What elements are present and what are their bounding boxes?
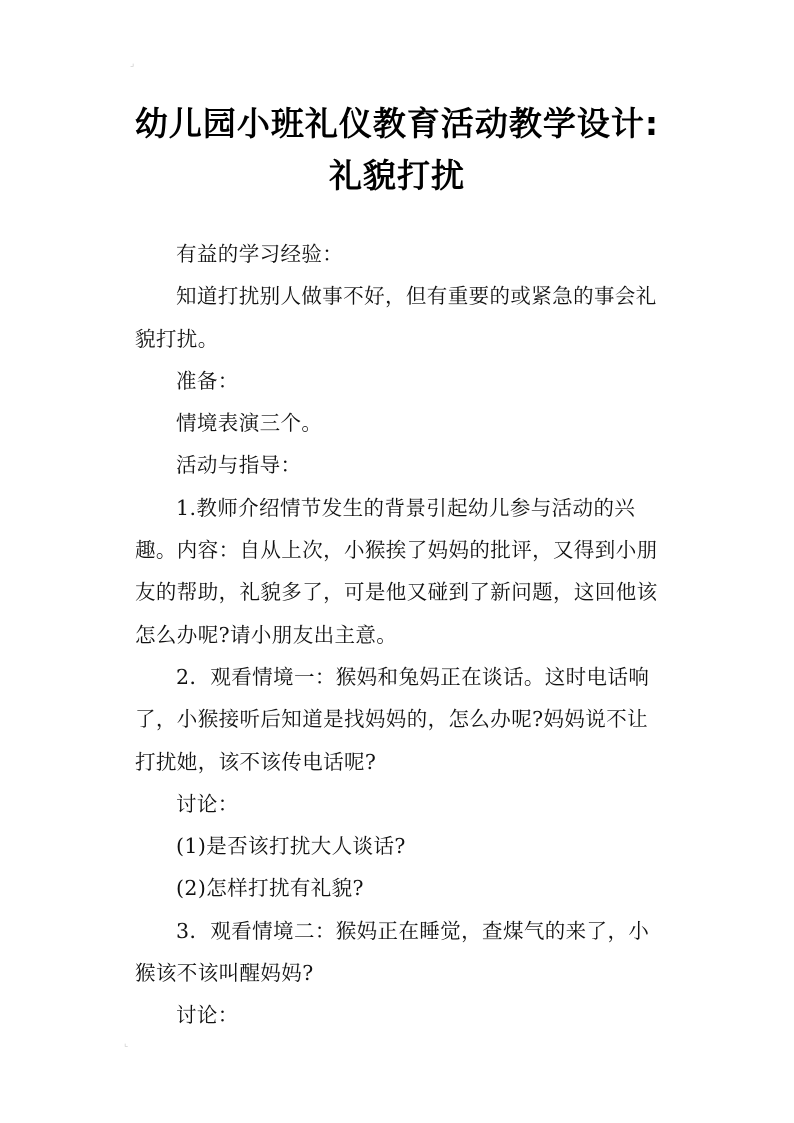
paragraph: 准备：: [176, 368, 239, 393]
paragraph: 讨论：: [176, 791, 239, 816]
page-title: 幼儿园小班礼仪教育活动教学设计:礼貌打扰: [134, 104, 660, 195]
paragraph: 3．观看情境二：猴妈正在睡觉，查煤气的来了，小猴该不该叫醒妈妈?: [135, 918, 650, 986]
paragraph: 情境表演三个。: [176, 411, 323, 436]
paragraph: (1)是否该打扰大人谈话?: [176, 834, 406, 859]
paragraph: (2)怎样打扰有礼貌?: [176, 876, 364, 901]
paragraph: 2．观看情境一：猴妈和兔妈正在谈话。这时电话响了，小猴接听后知道是找妈妈的，怎么办呢?妈妈说不让打扰她，该不该传电话呢?: [135, 664, 650, 774]
paragraph: 1.教师介绍情节发生的背景引起幼儿参与活动的兴趣。内容：自从上次，小猴挨了妈妈的批评，又得到小朋友的帮助，礼貌多了，可是他又碰到了新问题，这回他该怎么办呢?请小朋友出主意。: [135, 495, 658, 647]
corner-mark-icon: ⌞: [124, 1039, 129, 1049]
paragraph: 讨论：: [176, 1003, 239, 1028]
paragraph: 知道打扰别人做事不好，但有重要的或紧急的事会礼貌打扰。: [135, 284, 657, 351]
document-body: [135, 233, 665, 1037]
corner-mark-icon: ⌟: [130, 59, 135, 69]
paragraph: 有益的学习经验：: [176, 242, 344, 266]
paragraph: 活动与指导：: [176, 453, 302, 478]
